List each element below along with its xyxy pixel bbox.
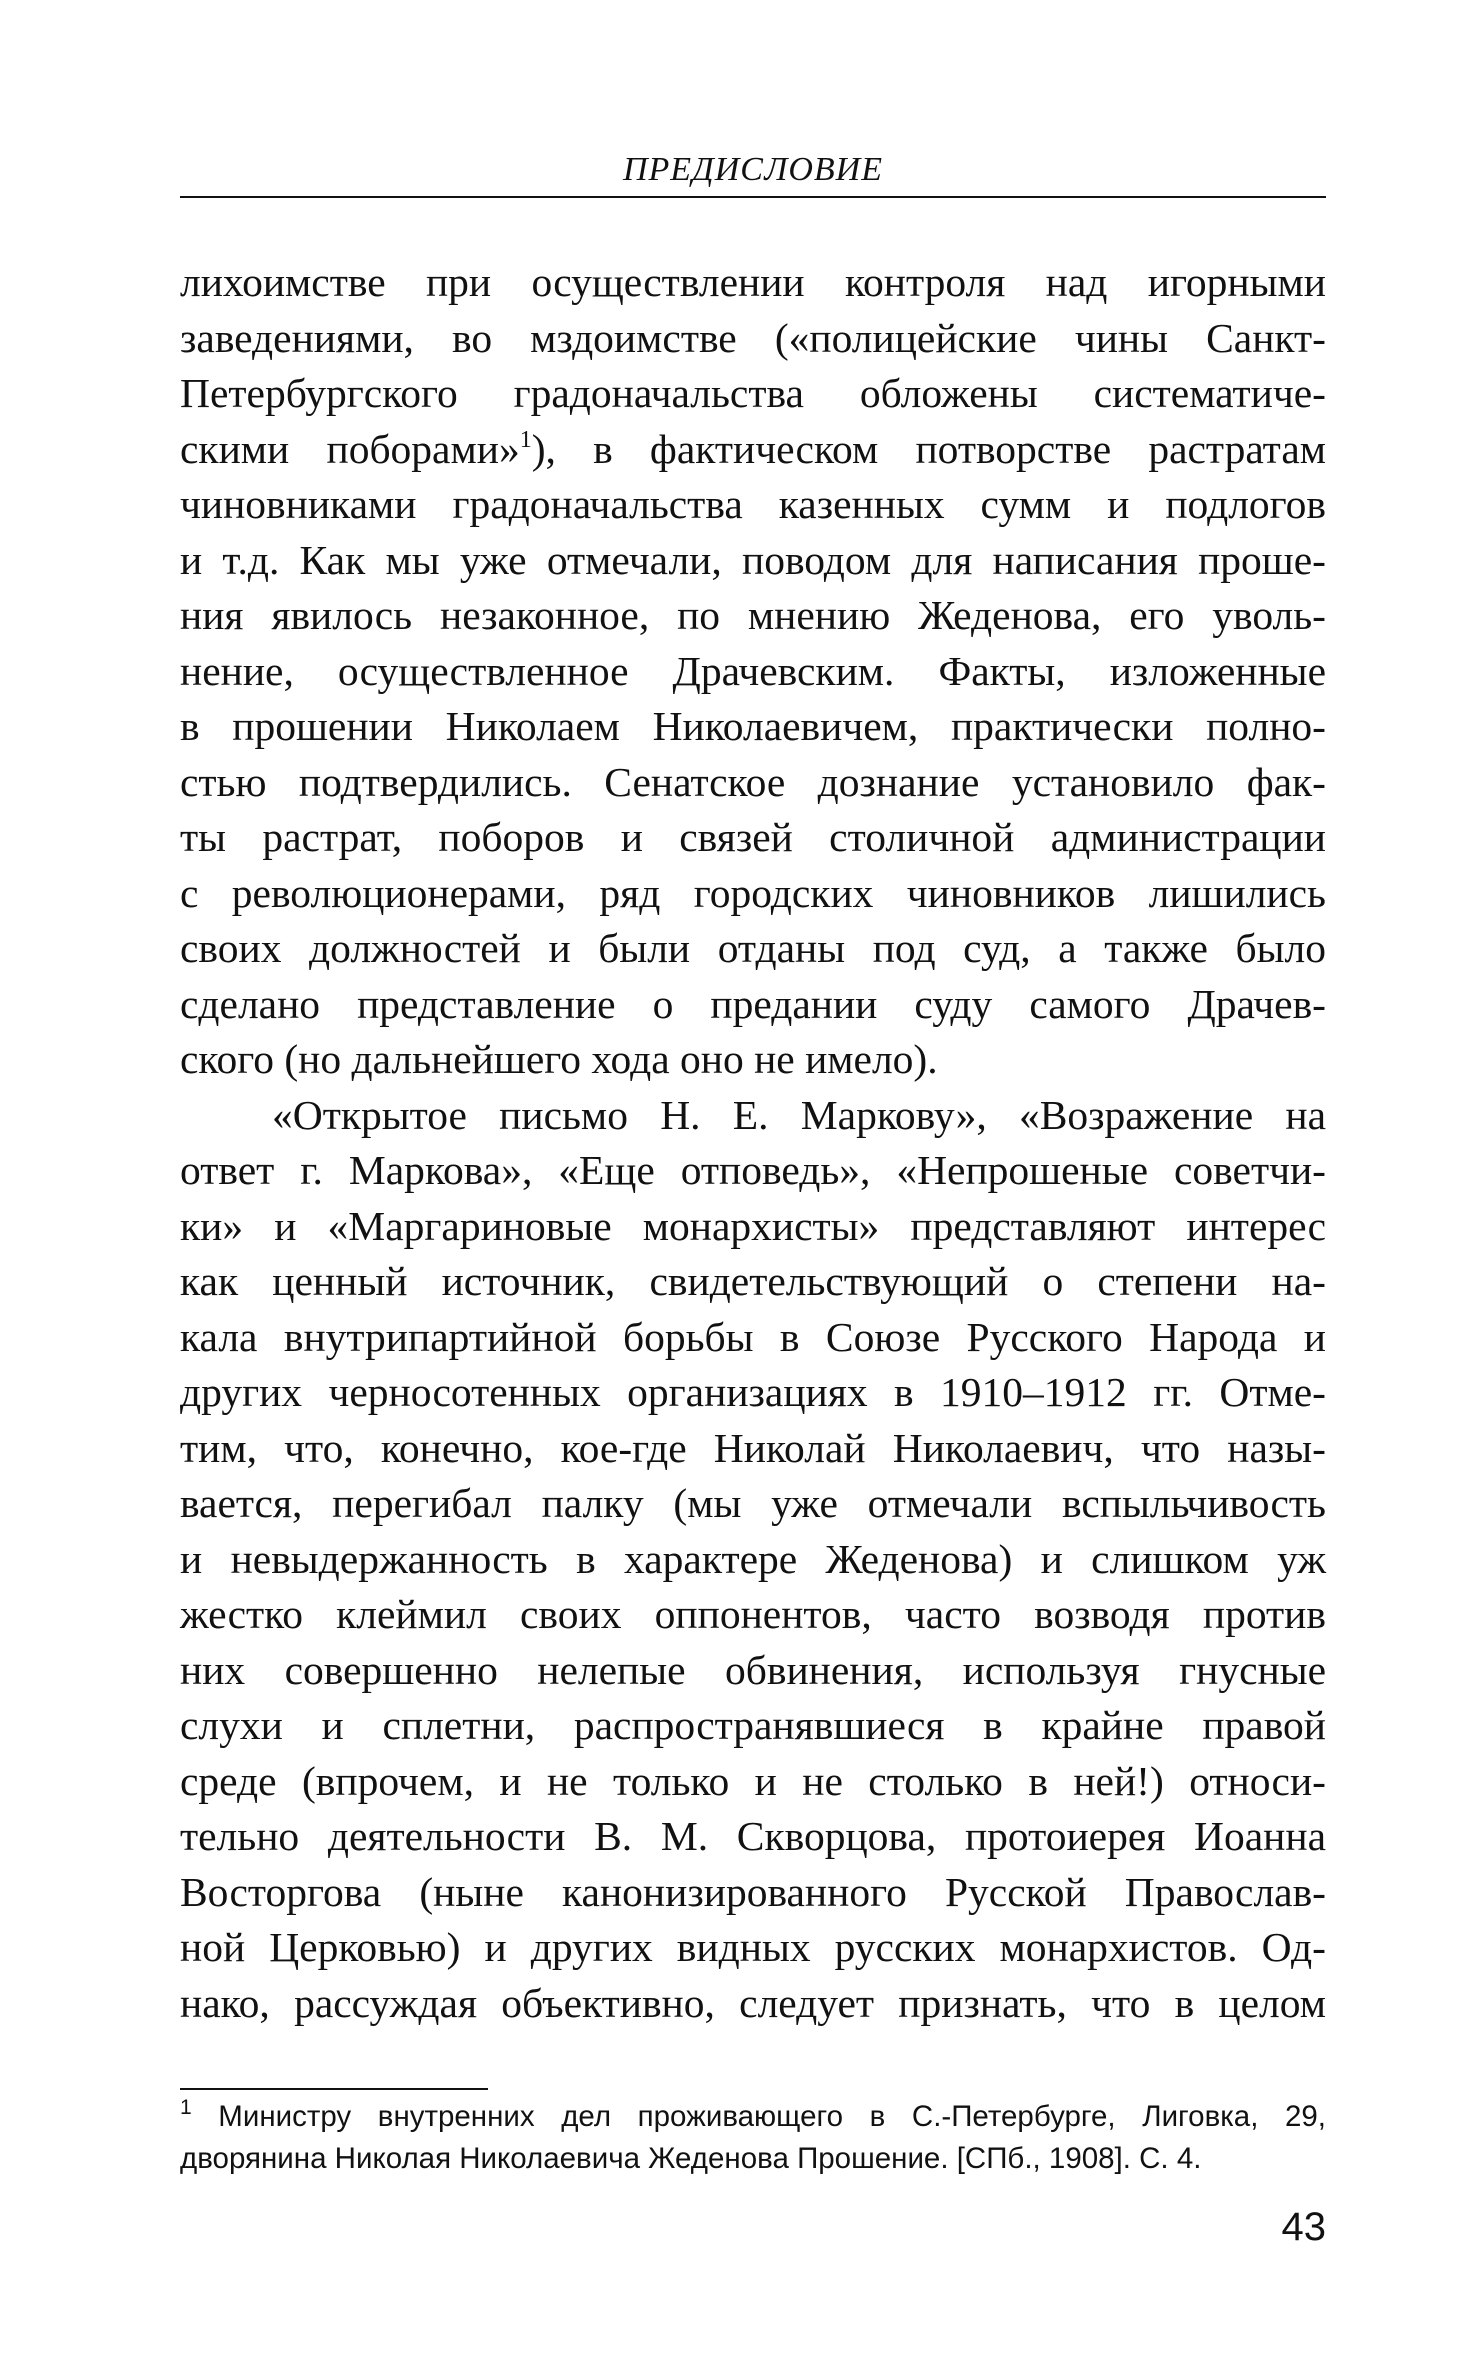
text-line: них совершенно нелепые обвинения, используя гнусные: [180, 1646, 1326, 1693]
text-line: с революционерами, ряд городских чиновников лишились: [180, 869, 1326, 916]
text-line: и т.д. Как мы уже отмечали, поводом для написания проше-: [180, 536, 1326, 583]
text-line: ты растрат, поборов и связей столичной администрации: [180, 814, 1326, 860]
footnote-rule: [180, 2088, 488, 2090]
text-line: своих должностей и были отданы под суд, а также было: [180, 925, 1326, 971]
text-line: как ценный источник, свидетельствующий о степени на-: [180, 1258, 1326, 1304]
text-line: жестко клеймил своих оппонентов, часто возводя против: [180, 1591, 1326, 1637]
footnote-line: дворянина Николая Николаевича Жеденова Прошение. [СПб., 1908]. С. 4.: [180, 2142, 1202, 2175]
text-line: заведениями, во мздоимстве («полицейские чины Санкт-: [180, 314, 1326, 361]
text-line: лихоимстве при осуществлении контроля над игорными: [180, 259, 1326, 305]
text-segment: скими поборами»: [180, 425, 520, 472]
footnote-line: [180, 2096, 1326, 2138]
text-line: «Открытое письмо Н. Е. Маркову», «Возражение на: [272, 1091, 1326, 1138]
footnote: [180, 2096, 1326, 2180]
text-line: ответ г. Маркова», «Еще отповедь», «Непрошеные советчи-: [180, 1147, 1326, 1193]
text-line: ского (но дальнейшего хода оно не имело).: [180, 1036, 938, 1082]
body-text: [180, 255, 1326, 2031]
text-line: ки» и «Маргариновые монархисты» представляют интерес: [180, 1202, 1326, 1249]
text-line: нако, рассуждая объективно, следует признать, что в целом: [180, 1979, 1326, 2026]
page-number: 43: [1281, 2205, 1326, 2249]
footnote-text: Министру внутренних дел проживающего в С.-Петербурге, Лиговка, 29,: [191, 2100, 1326, 2133]
running-head: ПРЕДИСЛОВИЕ: [622, 151, 884, 188]
text-line: слухи и сплетни, распространявшиеся в крайне правой: [180, 1702, 1326, 1748]
text-line: ной Церковью) и других видных русских монархистов. Од-: [180, 1924, 1326, 1970]
text-line: сделано представление о предании суду самого Драчев-: [180, 980, 1326, 1027]
text-line: чиновниками градоначальства казенных сумм и подлогов: [180, 481, 1326, 527]
text-line: тельно деятельности В. М. Скворцова, протоиерея Иоанна: [180, 1813, 1326, 1859]
text-line: вается, перегибал палку (мы уже отмечали вспыльчивость: [180, 1480, 1326, 1526]
text-line: в прошении Николаем Николаевичем, практически полно-: [180, 703, 1326, 749]
text-line: кала внутрипартийной борьбы в Союзе Русского Народа и: [180, 1313, 1326, 1360]
text-line: тим, что, конечно, кое-где Николай Николаевич, что назы-: [180, 1424, 1326, 1471]
text-line: стью подтвердились. Сенатское дознание установило фак-: [180, 758, 1326, 805]
paragraph-1: [180, 255, 1326, 1088]
footnote-marker: 1: [180, 2096, 192, 2119]
text-line: Восторгова (ныне канонизированного Русской Православ-: [180, 1868, 1326, 1915]
text-line: Петербургского градоначальства обложены систематиче-: [180, 370, 1326, 416]
paragraph-2: [180, 1088, 1326, 2032]
text-line: нение, осуществленное Драчевским. Факты, изложенные: [180, 647, 1326, 694]
text-line: и невыдержанность в характере Жеденова) и слишком уж: [180, 1535, 1326, 1582]
text-line: ния явилось незаконное, по мнению Жеденова, его уволь-: [180, 592, 1326, 638]
text-segment: ), в фактическом потворстве растратам: [531, 425, 1326, 472]
text-line: других черносотенных организациях в 1910–1912 гг. Отме-: [180, 1369, 1326, 1415]
footnote-reference[interactable]: 1: [519, 426, 532, 453]
header-rule: [180, 196, 1326, 198]
text-line-with-footnote: [180, 422, 1326, 478]
text-line: среде (впрочем, и не только и не столько в ней!) относи-: [180, 1757, 1326, 1804]
